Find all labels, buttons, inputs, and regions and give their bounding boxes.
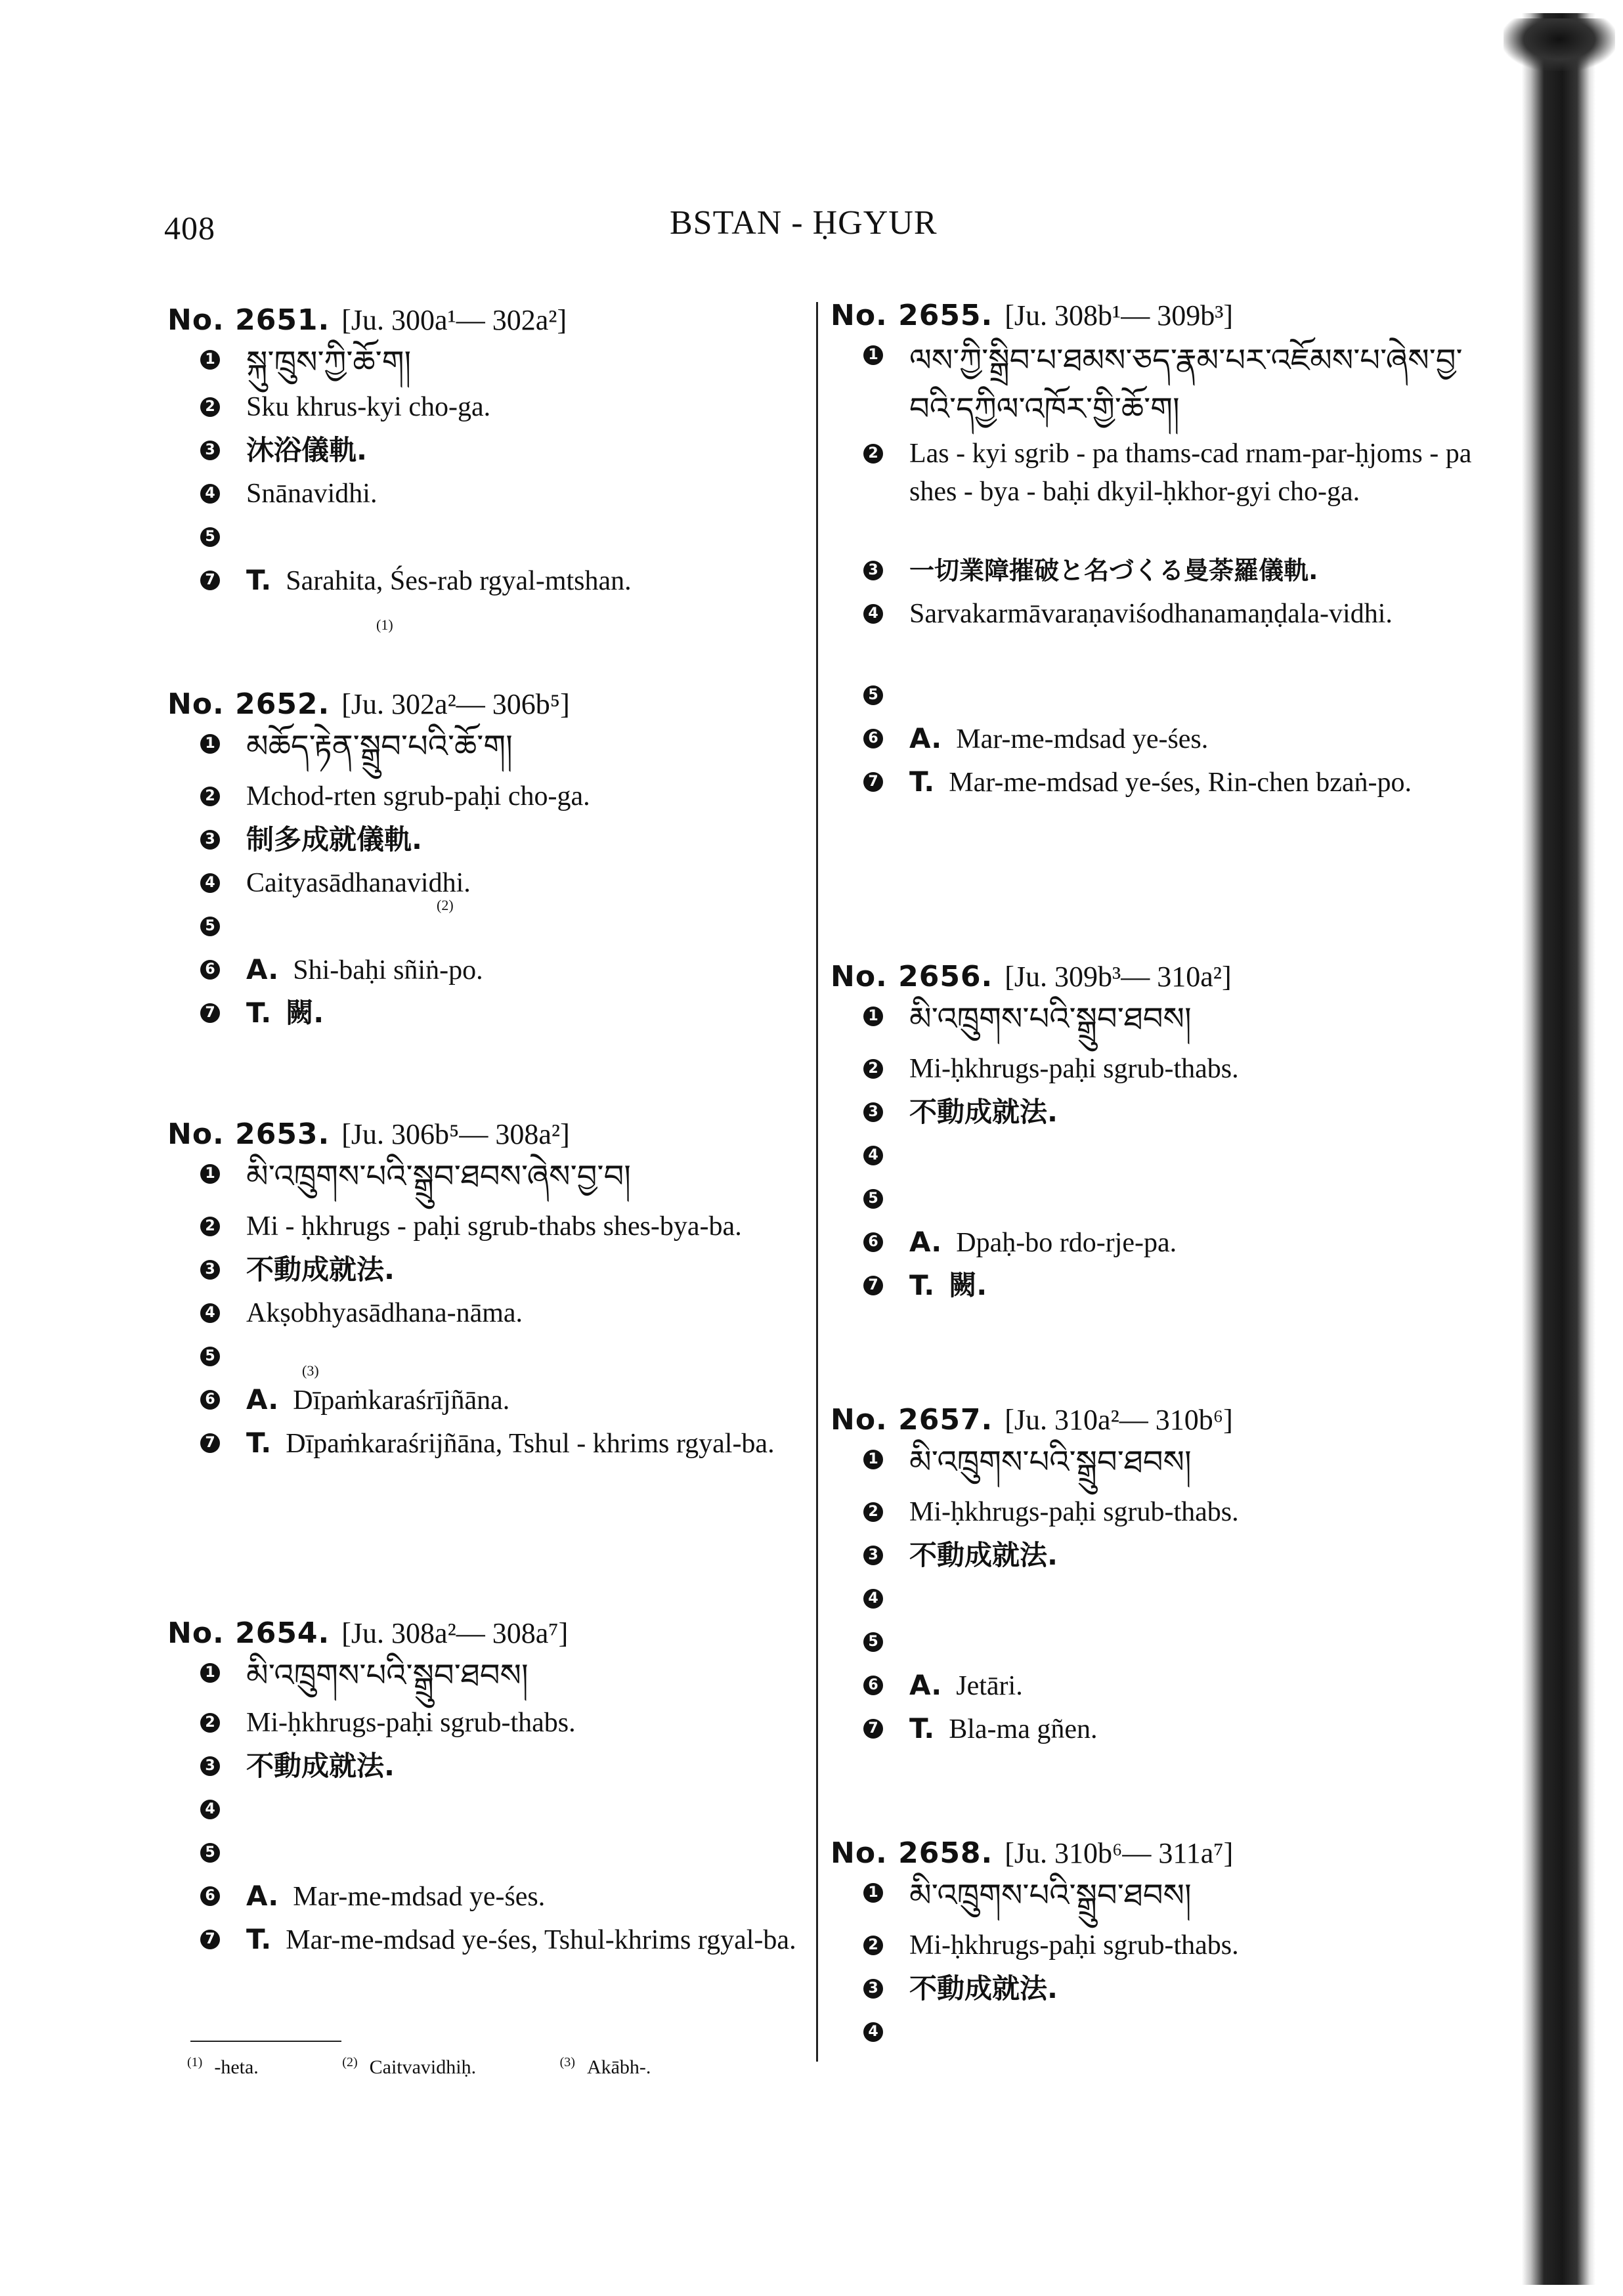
transliteration: Mi - ḥkhrugs - paḥi sgrub-thabs shes-bya-ba.: [246, 1211, 742, 1242]
field-5: [167, 907, 814, 951]
footnote-1: [187, 2056, 259, 2078]
field-tibetan: [167, 341, 814, 388]
field-4: [831, 1137, 1494, 1180]
marker-1-icon: 1: [863, 1450, 883, 1469]
field-author: [167, 1877, 814, 1920]
translator: Sarahita, Śes-rab rgyal-mtshan.: [286, 566, 632, 596]
marker-1-icon: 1: [863, 345, 883, 365]
role-author: A.: [246, 953, 279, 986]
entry-2655: [831, 294, 1494, 806]
translator-line: [246, 1424, 814, 1463]
author-line: [909, 720, 1494, 758]
tibetan-title: སྐུ་ཁྲུས་ཀྱི་ཆོ་ག།: [246, 344, 412, 381]
marker-6-icon: 6: [200, 1886, 220, 1906]
field-translator: [831, 1710, 1494, 1753]
field-sanskrit: [167, 864, 814, 907]
marker-1-icon: 1: [863, 1007, 883, 1026]
field-5: [831, 1623, 1494, 1666]
role-translator: T.: [909, 766, 935, 798]
field-translator: [167, 994, 814, 1037]
marker-4-icon: 4: [863, 2022, 883, 2042]
entry-fields: [831, 997, 1494, 1310]
marker-6-icon: 6: [863, 729, 883, 748]
field-chinese: [167, 431, 814, 475]
field-translator: [831, 1267, 1494, 1310]
field-chinese: [831, 1093, 1494, 1137]
translator: Mar-me-mdsad ye-śes, Rin-chen bzaṅ-po.: [949, 768, 1412, 798]
field-author: [831, 720, 1494, 763]
role-translator: T.: [246, 997, 272, 1029]
marker-6-icon: 6: [200, 960, 220, 980]
translator: Bla-ma gñen.: [949, 1714, 1098, 1744]
entry-heading: [831, 1832, 1494, 1874]
marker-7-icon: 7: [200, 1433, 220, 1453]
field-tibetan: [167, 1155, 814, 1207]
sanskrit-title: Akṣobhyasādhana-nāma.: [246, 1298, 523, 1328]
page-number: 408: [164, 209, 215, 246]
field-transliteration: [831, 1050, 1494, 1093]
field-sanskrit: [167, 475, 814, 518]
transliteration: Mi-ḥkhrugs-paḥi sgrub-thabs.: [909, 1497, 1239, 1527]
transliteration: Mchod-rten sgrub-paḥi cho-ga.: [246, 781, 590, 812]
field-4: [831, 2013, 1494, 2056]
footnote-text: -heta.: [214, 2056, 259, 2078]
marker-3-icon: 3: [200, 830, 220, 850]
field-5: [167, 1337, 814, 1381]
footnote-ref: (3): [302, 1362, 319, 1379]
field-5: [831, 676, 1494, 720]
entry-2652: [167, 683, 814, 1037]
tibetan-title: མི་འཁྲུགས་པའི་སྒྲུབ་ཐབས།: [909, 1444, 1192, 1481]
author: Dpaḥ-bo rdo-rje-pa.: [956, 1228, 1177, 1258]
entry-number: No. 2658.: [831, 1836, 993, 1870]
role-author: A.: [909, 722, 942, 754]
marker-2-icon: 2: [863, 444, 883, 464]
chinese-title: 不動成就法.: [246, 1750, 395, 1782]
marker-3-icon: 3: [200, 441, 220, 460]
marker-3-icon: 3: [863, 1102, 883, 1122]
entry-heading: [831, 1398, 1494, 1440]
entry-heading: [167, 299, 814, 341]
translator-line: [909, 763, 1494, 802]
footnote-3: [560, 2056, 651, 2078]
field-sanskrit: [167, 1294, 814, 1337]
translator-line: [246, 561, 814, 600]
scan-edge-cap: [1504, 18, 1615, 71]
entry-number: No. 2655.: [831, 299, 993, 332]
marker-4-icon: 4: [863, 604, 883, 624]
author: Mar-me-mdsad ye-śes.: [956, 724, 1209, 754]
entry-reference: [Ju. 308a²— 308a⁷]: [341, 1617, 569, 1649]
field-chinese: [831, 1970, 1494, 2013]
field-transliteration: [831, 1493, 1494, 1536]
footnote-ref: (1): [376, 617, 393, 633]
chinese-title: 不動成就法.: [246, 1253, 395, 1286]
author: Mar-me-mdsad ye-śes.: [293, 1882, 546, 1912]
entry-number: No. 2653.: [167, 1117, 330, 1151]
entry-fields: [167, 1654, 814, 1964]
marker-5-icon: 5: [863, 1189, 883, 1209]
translator-line: [246, 994, 814, 1033]
marker-1-icon: 1: [200, 734, 220, 754]
entry-heading: [167, 1612, 814, 1654]
marker-1-icon: 1: [863, 1883, 883, 1903]
field-transliteration: [167, 777, 814, 821]
marker-7-icon: 7: [200, 1930, 220, 1949]
role-author: A.: [909, 1669, 942, 1701]
footnote-ref: (2): [437, 897, 454, 913]
role-translator: T.: [246, 564, 272, 596]
marker-7-icon: 7: [863, 1719, 883, 1739]
marker-5-icon: 5: [200, 917, 220, 936]
chinese-title: 不動成就法.: [909, 1972, 1058, 2004]
entry-number: No. 2654.: [167, 1616, 330, 1650]
entry-reference: [Ju. 310b⁶— 311a⁷]: [1005, 1837, 1234, 1869]
author-line: [909, 1666, 1494, 1705]
entry-reference: [Ju. 308b¹— 309b³]: [1005, 299, 1234, 332]
marker-4-icon: 4: [200, 1800, 220, 1819]
footnote-mark: (2): [342, 2055, 358, 2069]
marker-6-icon: 6: [200, 1390, 220, 1410]
entry-heading: [831, 955, 1494, 997]
sanskrit-title: Snānavidhi.: [246, 479, 378, 509]
marker-4-icon: 4: [200, 873, 220, 893]
role-author: A.: [909, 1226, 942, 1258]
entry-reference: [Ju. 309b³— 310a²]: [1005, 961, 1232, 993]
tibetan-title: མི་འཁྲུགས་པའི་སྒྲུབ་ཐབས།: [909, 1001, 1192, 1037]
marker-2-icon: 2: [863, 1936, 883, 1955]
field-sanskrit: [831, 595, 1494, 676]
footnote-mark: (1): [187, 2055, 203, 2069]
field-chinese: [831, 552, 1494, 595]
entry-number: No. 2652.: [167, 687, 330, 721]
field-chinese: [167, 1747, 814, 1790]
entry-fields: [167, 1155, 814, 1467]
entry-reference: [Ju. 300a¹— 302a²]: [341, 304, 567, 336]
field-translator: [831, 763, 1494, 806]
field-transliteration: [831, 1926, 1494, 1970]
entry-heading: [831, 294, 1494, 336]
field-tibetan: [831, 1440, 1494, 1493]
marker-2-icon: 2: [200, 397, 220, 417]
entry-2656: [831, 955, 1494, 1310]
marker-5-icon: 5: [863, 1632, 883, 1652]
chinese-title: 不動成就法.: [909, 1539, 1058, 1571]
role-translator: T.: [909, 1269, 935, 1301]
marker-4-icon: 4: [863, 1589, 883, 1609]
entry-2651: [167, 299, 814, 633]
translator: Dīpaṁkaraśrijñāna, Tshul - khrims rgyal-ba.: [286, 1429, 775, 1459]
footnote-text: Akābh-.: [586, 2056, 651, 2078]
role-translator: T.: [909, 1712, 935, 1744]
field-author: [831, 1666, 1494, 1710]
translator: Mar-me-mdsad ye-śes, Tshul-khrims rgyal-ba.: [286, 1925, 796, 1955]
field-5: [167, 518, 814, 561]
marker-7-icon: 7: [200, 1003, 220, 1023]
field-5: [831, 1180, 1494, 1223]
field-4: [167, 1790, 814, 1834]
field-5: [167, 1834, 814, 1877]
chinese-title: 不動成就法.: [909, 1096, 1058, 1128]
tibetan-title: མཆོད་རྟེན་སྒྲུབ་པའི་ཆོ་ག།: [246, 728, 513, 765]
entry-2657: [831, 1398, 1494, 1753]
marker-7-icon: 7: [863, 772, 883, 792]
chinese-title: 一切業障摧破と名づくる曼荼羅儀軌.: [909, 556, 1318, 585]
marker-5-icon: 5: [200, 527, 220, 547]
entry-2658: [831, 1832, 1494, 2056]
field-translator: [167, 1920, 814, 1964]
entry-reference: [Ju. 302a²— 306b⁵]: [341, 688, 570, 720]
marker-1-icon: 1: [200, 350, 220, 370]
entry-fields: [167, 341, 814, 633]
marker-5-icon: 5: [863, 685, 883, 705]
transliteration: Mi-ḥkhrugs-paḥi sgrub-thabs.: [909, 1930, 1239, 1960]
column-divider: [816, 302, 818, 2062]
entry-2654: [167, 1612, 814, 1964]
transliteration: Mi-ḥkhrugs-paḥi sgrub-thabs.: [909, 1054, 1239, 1084]
author: Jetāri.: [956, 1671, 1023, 1701]
field-author: [167, 951, 814, 994]
entry-reference: [Ju. 310a²— 310b⁶]: [1005, 1404, 1233, 1436]
author-line: [246, 951, 814, 989]
sanskrit-title: Sarvakarmāvaraṇaviśodhanamaṇḍala-vidhi.: [909, 599, 1393, 629]
entry-number: No. 2656.: [831, 960, 993, 993]
marker-3-icon: 3: [863, 1979, 883, 1999]
transliteration: Sku khrus-kyi cho-ga.: [246, 392, 491, 422]
field-chinese: [167, 1251, 814, 1294]
entry-fields: [831, 336, 1494, 806]
marker-5-icon: 5: [200, 1347, 220, 1366]
entry-reference: [Ju. 306b⁵— 308a²]: [341, 1118, 570, 1150]
translator-line: [909, 1267, 1494, 1305]
marker-3-icon: 3: [200, 1260, 220, 1280]
marker-3-icon: 3: [863, 1546, 883, 1565]
entry-2653: [167, 1113, 814, 1467]
marker-1-icon: 1: [200, 1663, 220, 1683]
sanskrit-title: Caityasādhanavidhi.: [246, 868, 471, 898]
translator: 闕.: [949, 1269, 987, 1301]
tibetan-title: མི་འཁྲུགས་པའི་སྒྲུབ་ཐབས།: [909, 1877, 1192, 1914]
chinese-title: 制多成就儀軌.: [246, 823, 422, 856]
field-transliteration: [831, 435, 1494, 552]
marker-6-icon: 6: [863, 1232, 883, 1252]
translator-line: [909, 1710, 1494, 1748]
chinese-title: 沐浴儀軌.: [246, 434, 367, 466]
marker-4-icon: 4: [863, 1146, 883, 1165]
field-tibetan: [831, 1874, 1494, 1926]
marker-2-icon: 2: [200, 1217, 220, 1236]
field-chinese: [831, 1536, 1494, 1580]
entry-heading: [167, 683, 814, 725]
tibetan-title: མི་འཁྲུགས་པའི་སྒྲུབ་ཐབས་ཞེས་བྱ་བ།: [246, 1158, 631, 1195]
entry-number: No. 2651.: [167, 303, 330, 337]
field-tibetan: [167, 1654, 814, 1704]
role-author: A.: [246, 1880, 279, 1912]
transliteration: Las - kyi sgrib - pa thams-cad rnam-par-ḥjoms - pa shes - bya - baḥi dkyil-ḥkhor-gyi cho-ga.: [909, 439, 1472, 507]
marker-7-icon: 7: [200, 571, 220, 590]
role-translator: T.: [246, 1923, 272, 1955]
footnote-mark: (3): [559, 2055, 575, 2069]
footnote-text: Caitvavidhiḥ.: [369, 2056, 477, 2078]
marker-4-icon: 4: [200, 484, 220, 504]
field-chinese: [167, 821, 814, 864]
field-tibetan: [167, 725, 814, 777]
field-transliteration: [167, 388, 814, 431]
tibetan-title: མི་འཁྲུགས་པའི་སྒྲུབ་ཐབས།: [246, 1657, 529, 1694]
field-tibetan: [831, 336, 1494, 435]
marker-6-icon: 6: [863, 1676, 883, 1695]
field-author: [167, 1381, 814, 1424]
marker-1-icon: 1: [200, 1164, 220, 1184]
marker-3-icon: 3: [863, 561, 883, 580]
author: Shi-baḥi sñiṅ-po.: [293, 955, 483, 986]
marker-2-icon: 2: [863, 1059, 883, 1079]
author-line: [246, 1877, 814, 1916]
field-4: [831, 1580, 1494, 1623]
marker-7-icon: 7: [863, 1276, 883, 1295]
translator-line: [246, 1920, 814, 1959]
role-translator: T.: [246, 1427, 272, 1459]
running-title: BSTAN - ḤGYUR: [670, 204, 938, 242]
marker-2-icon: 2: [863, 1502, 883, 1522]
scan-edge-shadow: [1522, 13, 1595, 2285]
translator: 闕.: [286, 997, 324, 1029]
marker-3-icon: 3: [200, 1756, 220, 1776]
field-author: [831, 1223, 1494, 1267]
entry-heading: [167, 1113, 814, 1155]
author-line: [909, 1223, 1494, 1262]
marker-2-icon: 2: [200, 1713, 220, 1733]
role-author: A.: [246, 1383, 279, 1416]
footnote-rule: [190, 2041, 341, 2042]
marker-2-icon: 2: [200, 787, 220, 806]
field-translator: [167, 561, 814, 605]
field-transliteration: [167, 1704, 814, 1747]
footnote-2: [342, 2056, 476, 2078]
marker-4-icon: 4: [200, 1303, 220, 1323]
footnotes: [187, 2055, 729, 2079]
author: Dīpaṁkaraśrījñāna.: [293, 1385, 510, 1416]
field-translator: [167, 1424, 814, 1467]
entry-fields: [831, 1874, 1494, 2056]
author-line: [246, 1381, 814, 1419]
field-tibetan: [831, 997, 1494, 1050]
entry-fields: [167, 725, 814, 1037]
tibetan-title: ལས་ཀྱི་སྒྲིབ་པ་ཐམས་ཅད་རྣམ་པར་འཇོམས་པ་ཞེས་བྱ་བའི་དཀྱིལ་འཁོར་གྱི་ཆོ་ག།: [909, 342, 1463, 427]
field-transliteration: [167, 1207, 814, 1251]
marker-5-icon: 5: [200, 1843, 220, 1863]
transliteration: Mi-ḥkhrugs-paḥi sgrub-thabs.: [246, 1708, 576, 1738]
entry-number: No. 2657.: [831, 1403, 993, 1437]
entry-fields: [831, 1440, 1494, 1753]
